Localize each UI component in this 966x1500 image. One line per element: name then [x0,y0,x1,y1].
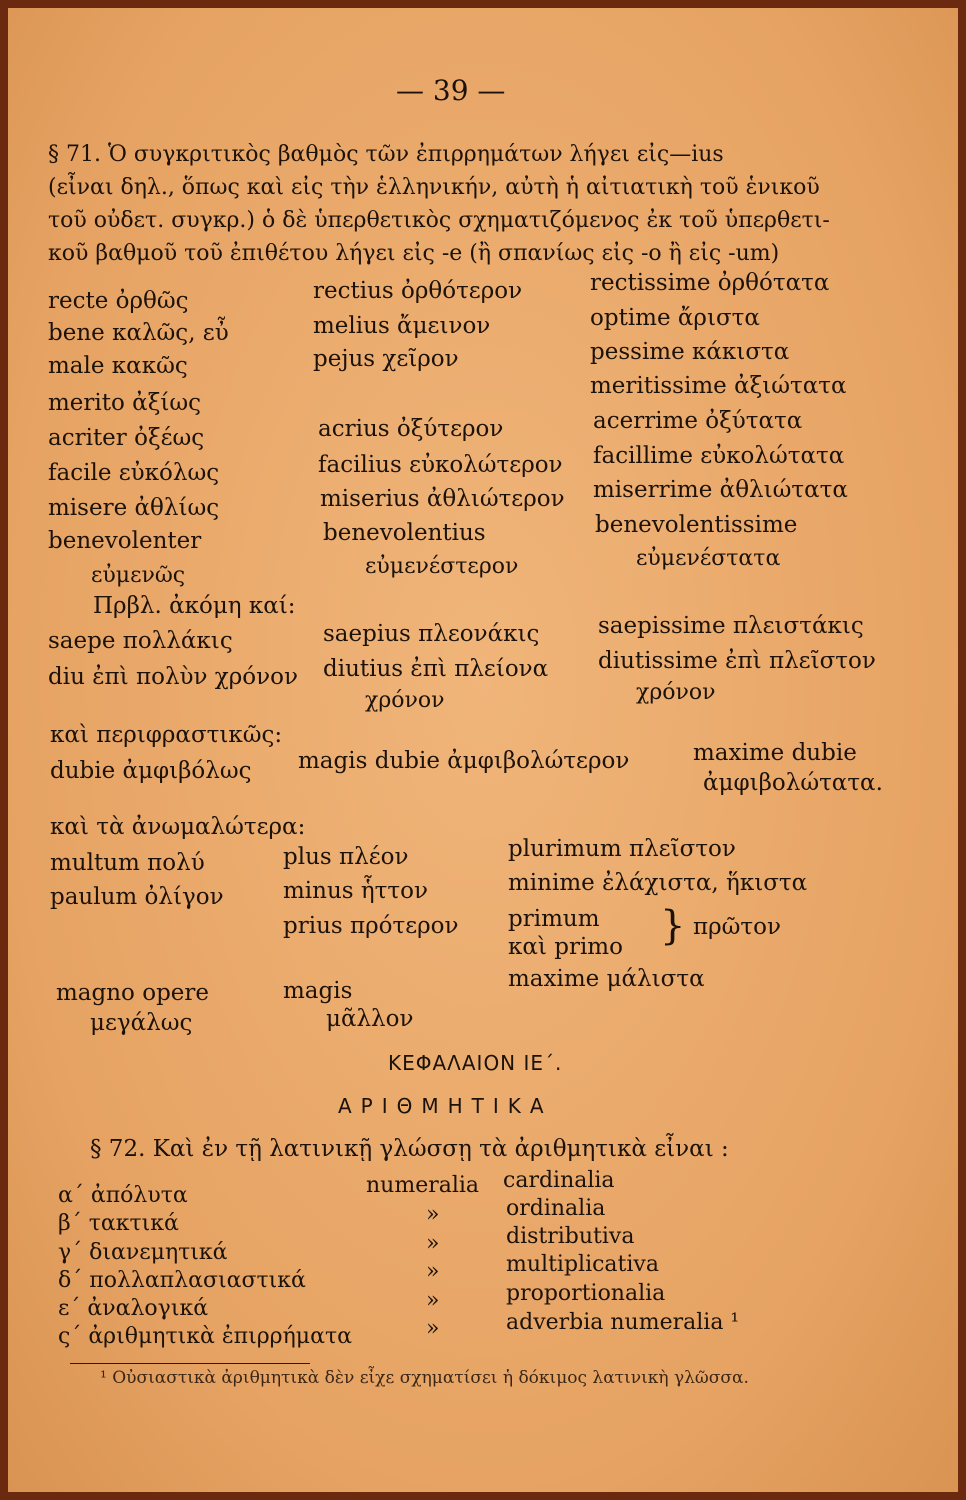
numeral-greek: γ΄ διανεμητικά [58,1240,228,1265]
superlative-form: ἀμφιβολώτατα. [703,770,883,796]
superlative-form: optime ἄριστα [590,305,760,331]
numeral-latin: distributiva [506,1224,635,1249]
comparative-form: pejus χεῖρον [313,346,459,372]
positive-form: male κακῶς [48,353,188,379]
numeral-greek: β΄ τακτικά [58,1211,179,1236]
superlative-form: plurimum πλεῖστον [508,836,736,862]
comparative-form: diutius ἐπὶ πλείονα [323,656,549,682]
comparative-form: acrius ὀξύτερον [318,416,504,442]
positive-form: paulum ὀλίγον [50,884,224,910]
numeral-latin: ordinalia [506,1196,606,1221]
footnote: ¹ Οὐσιαστικὰ ἀριθμητικὰ δὲν εἶχε σχηματίσει ἡ δόκιμος λατινικὴ γλῶσσα. [100,1368,749,1388]
numeral-greek: ς΄ ἀριθμητικὰ ἐπιρρήματα [58,1324,352,1349]
superlative-form: meritissime ἀξιώτατα [590,373,847,399]
comparative-form: plus πλέον [283,844,409,870]
superlative-form: εὐμενέστατα [636,546,781,571]
comparative-form: rectius ὀρθότερον [313,278,523,304]
superlative-form: καὶ primo [508,934,623,960]
paragraph-line: τοῦ οὐδετ. συγκρ.) ὁ δὲ ὑπερθετικὸς σχηματιζόμενος ἐκ τοῦ ὑπερθετι- [48,208,830,233]
positive-form: acriter ὀξέως [48,425,205,451]
positive-form: merito ἀξίως [48,390,202,416]
positive-form: benevolenter [48,528,202,554]
numeral-latin: cardinalia [503,1168,615,1193]
positive-form: facile εὐκόλως [48,460,220,486]
positive-form: saepe πολλάκις [48,628,233,654]
also-label: Πρβλ. ἀκόμη καί: [93,593,296,619]
section-72-heading: § 72. Καὶ ἐν τῇ λατινικῇ γλώσσῃ τὰ ἀριθμητικὰ εἶναι : [90,1136,729,1162]
positive-form: multum πολύ [50,850,205,876]
comparative-form: saepius πλεονάκις [323,621,540,647]
paragraph-line: (εἶναι δηλ., ὅπως καὶ εἰς τὴν ἑλληνικήν, αὐτὴ ἡ αἰτιατικὴ τοῦ ἑνικοῦ [48,175,820,200]
superlative-form: rectissime ὀρθότατα [590,270,830,296]
superlative-form: benevolentissime [595,512,798,538]
comparative-form: magis dubie ἀμφιβολώτερον [298,748,630,774]
superlative-form: πρῶτον [693,914,781,940]
numeral-mark: » [426,1202,440,1227]
superlative-form: maxime μάλιστα [508,966,705,992]
footnote-divider [70,1363,310,1364]
irregular-label: καὶ τὰ ἀνωμαλώτερα: [50,814,306,840]
numeral-latin: proportionalia [506,1281,666,1306]
comparative-form: εὐμενέστερον [365,554,519,579]
positive-form: magno opere [56,980,210,1006]
superlative-form: miserrime ἀθλιώτατα [593,477,848,503]
numeral-mark: » [426,1259,440,1284]
superlative-form: minime ἐλάχιστα, ἥκιστα [508,870,808,896]
comparative-form: melius ἄμεινον [313,313,491,339]
superlative-form: primum [508,906,600,932]
page-number: — 39 — [396,74,506,107]
chapter-title: ΑΡΙΘΜΗΤΙΚΑ [338,1094,553,1118]
paragraph-line: κοῦ βαθμοῦ τοῦ ἐπιθέτου λήγει εἰς -e (ἢ σπανίως εἰς -o ἢ εἰς -um) [48,241,780,266]
numeral-greek: δ΄ πολλαπλασιαστικά [58,1268,306,1293]
book-page [8,8,958,1492]
section-71-paragraph [48,138,928,270]
comparative-form: facilius εὐκολώτερον [318,452,563,478]
comparative-form: magis [283,978,353,1004]
superlative-form: acerrime ὀξύτατα [593,408,803,434]
numeral-mark: numeralia [366,1173,480,1198]
comparative-form: miserius ἀθλιώτερον [320,486,565,512]
positive-form: recte ὀρθῶς [48,288,189,314]
positive-form: μεγάλως [90,1010,193,1036]
comparative-form: benevolentius [323,520,486,546]
positive-form: bene καλῶς, εὖ [48,320,229,346]
paragraph-line: § 71. Ὁ συγκριτικὸς βαθμὸς τῶν ἐπιρρημάτων λήγει εἰς—ius [48,142,724,167]
brace-icon: } [660,903,686,949]
positive-form: misere ἀθλίως [48,495,220,521]
numeral-mark: » [426,1288,440,1313]
numeral-mark: » [426,1231,440,1256]
numeral-latin: adverbia numeralia ¹ [506,1310,740,1335]
superlative-form: χρόνον [636,680,716,705]
superlative-form: pessime κάκιστα [590,339,790,365]
numeral-mark: » [426,1316,440,1341]
superlative-form: saepissime πλειστάκις [598,613,864,639]
chapter-heading: ΚΕΦΑΛΑΙΟΝ ΙΕ΄. [388,1051,563,1075]
periphrastic-label: καὶ περιφραστικῶς: [50,722,283,748]
numeral-greek: ε΄ ἀναλογικά [58,1296,209,1321]
numeral-greek: α΄ ἀπόλυτα [58,1183,188,1208]
comparative-form: minus ἧττον [283,878,428,904]
comparative-form: prius πρότερον [283,913,459,939]
comparative-form: χρόνον [365,688,445,713]
superlative-form: diutissime ἐπὶ πλεῖστον [598,648,876,674]
superlative-form: facillime εὐκολώτατα [593,443,845,469]
positive-form: diu ἐπὶ πολὺν χρόνον [48,664,298,690]
superlative-form: maxime dubie [693,740,857,766]
positive-form: εὐμενῶς [91,563,186,588]
numeral-latin: multiplicativa [506,1252,659,1277]
comparative-form: μᾶλλον [326,1006,414,1032]
positive-form: dubie ἀμφιβόλως [50,758,252,784]
